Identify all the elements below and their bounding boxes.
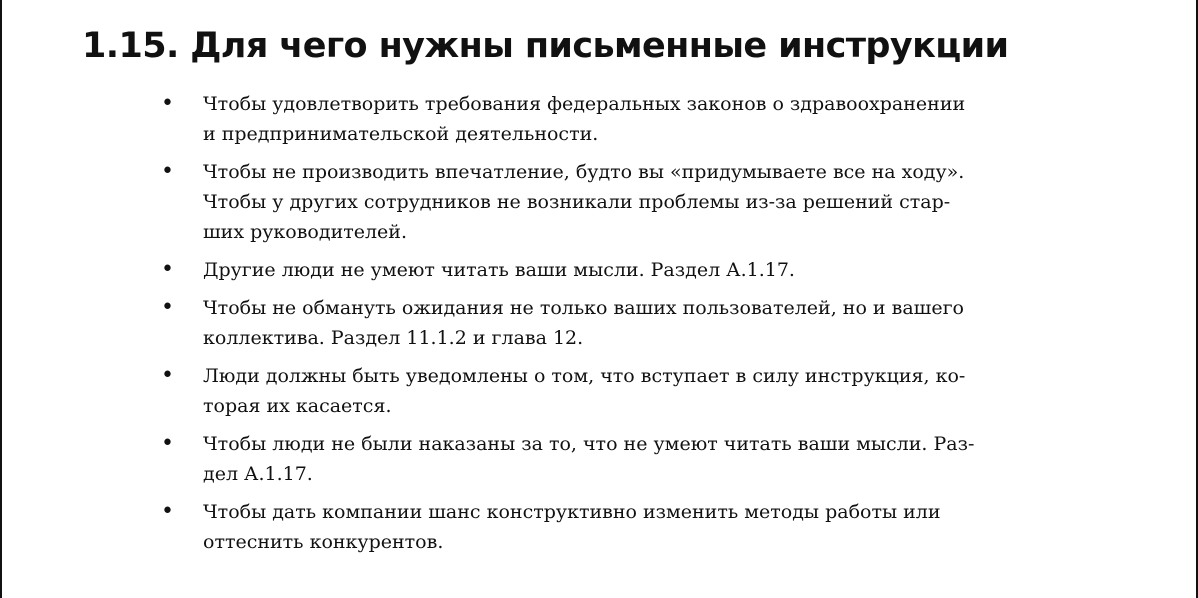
list-item-line: торая их касается. — [203, 395, 392, 417]
list-item-text — [203, 497, 1118, 557]
list-item-line: и предпринимательской деятельности. — [203, 123, 599, 145]
bullet-dot: • — [161, 499, 174, 524]
list-item — [2, 429, 1118, 489]
list-item-line: Чтобы не производить впечатление, будто вы «придумываете все на ходу». — [203, 161, 965, 183]
list-item — [2, 89, 1118, 149]
section-title: 1.15. Для чего нужны письменные инструкции — [82, 26, 1009, 66]
bullet-dot: • — [161, 363, 174, 388]
bullet-dot: • — [161, 257, 174, 282]
list-item-text — [203, 89, 1118, 149]
list-item-line: дел А.1.17. — [203, 463, 313, 485]
bullet-dot: • — [161, 91, 174, 116]
list-item-line: Чтобы у других сотрудников не возникали проблемы из-за решений стар- — [203, 191, 951, 213]
list-item — [2, 497, 1118, 557]
list-item-text — [203, 255, 1118, 285]
bullet-dot: • — [161, 159, 174, 184]
list-item-line: Чтобы не обмануть ожидания не только ваших пользователей, но и вашего — [203, 297, 964, 319]
bullet-dot: • — [161, 431, 174, 456]
list-item-line: Другие люди не умеют читать ваши мысли. Раздел А.1.17. — [203, 259, 795, 281]
list-item-text — [203, 293, 1118, 353]
list-item — [2, 255, 1118, 285]
list-item-text — [203, 361, 1118, 421]
bullet-dot: • — [161, 295, 174, 320]
list-item-line: оттеснить конкурентов. — [203, 531, 444, 553]
list-item-line: Чтобы дать компании шанс конструктивно изменить методы работы или — [203, 501, 941, 523]
list-item-line: Люди должны быть уведомлены о том, что вступает в силу инструкция, ко- — [203, 365, 966, 387]
list-item — [2, 157, 1118, 247]
list-item-text — [203, 429, 1118, 489]
list-item-line: коллектива. Раздел 11.1.2 и глава 12. — [203, 327, 584, 349]
list-item — [2, 361, 1118, 421]
list-item — [2, 293, 1118, 353]
list-item-line: ших руководителей. — [203, 221, 408, 243]
list-item-line: Чтобы удовлетворить требования федеральных законов о здравоохранении — [203, 93, 966, 115]
reasons-list — [2, 89, 1118, 565]
list-item-line: Чтобы люди не были наказаны за то, что не умеют читать ваши мысли. Раз- — [203, 433, 975, 455]
list-item-text — [203, 157, 1118, 247]
